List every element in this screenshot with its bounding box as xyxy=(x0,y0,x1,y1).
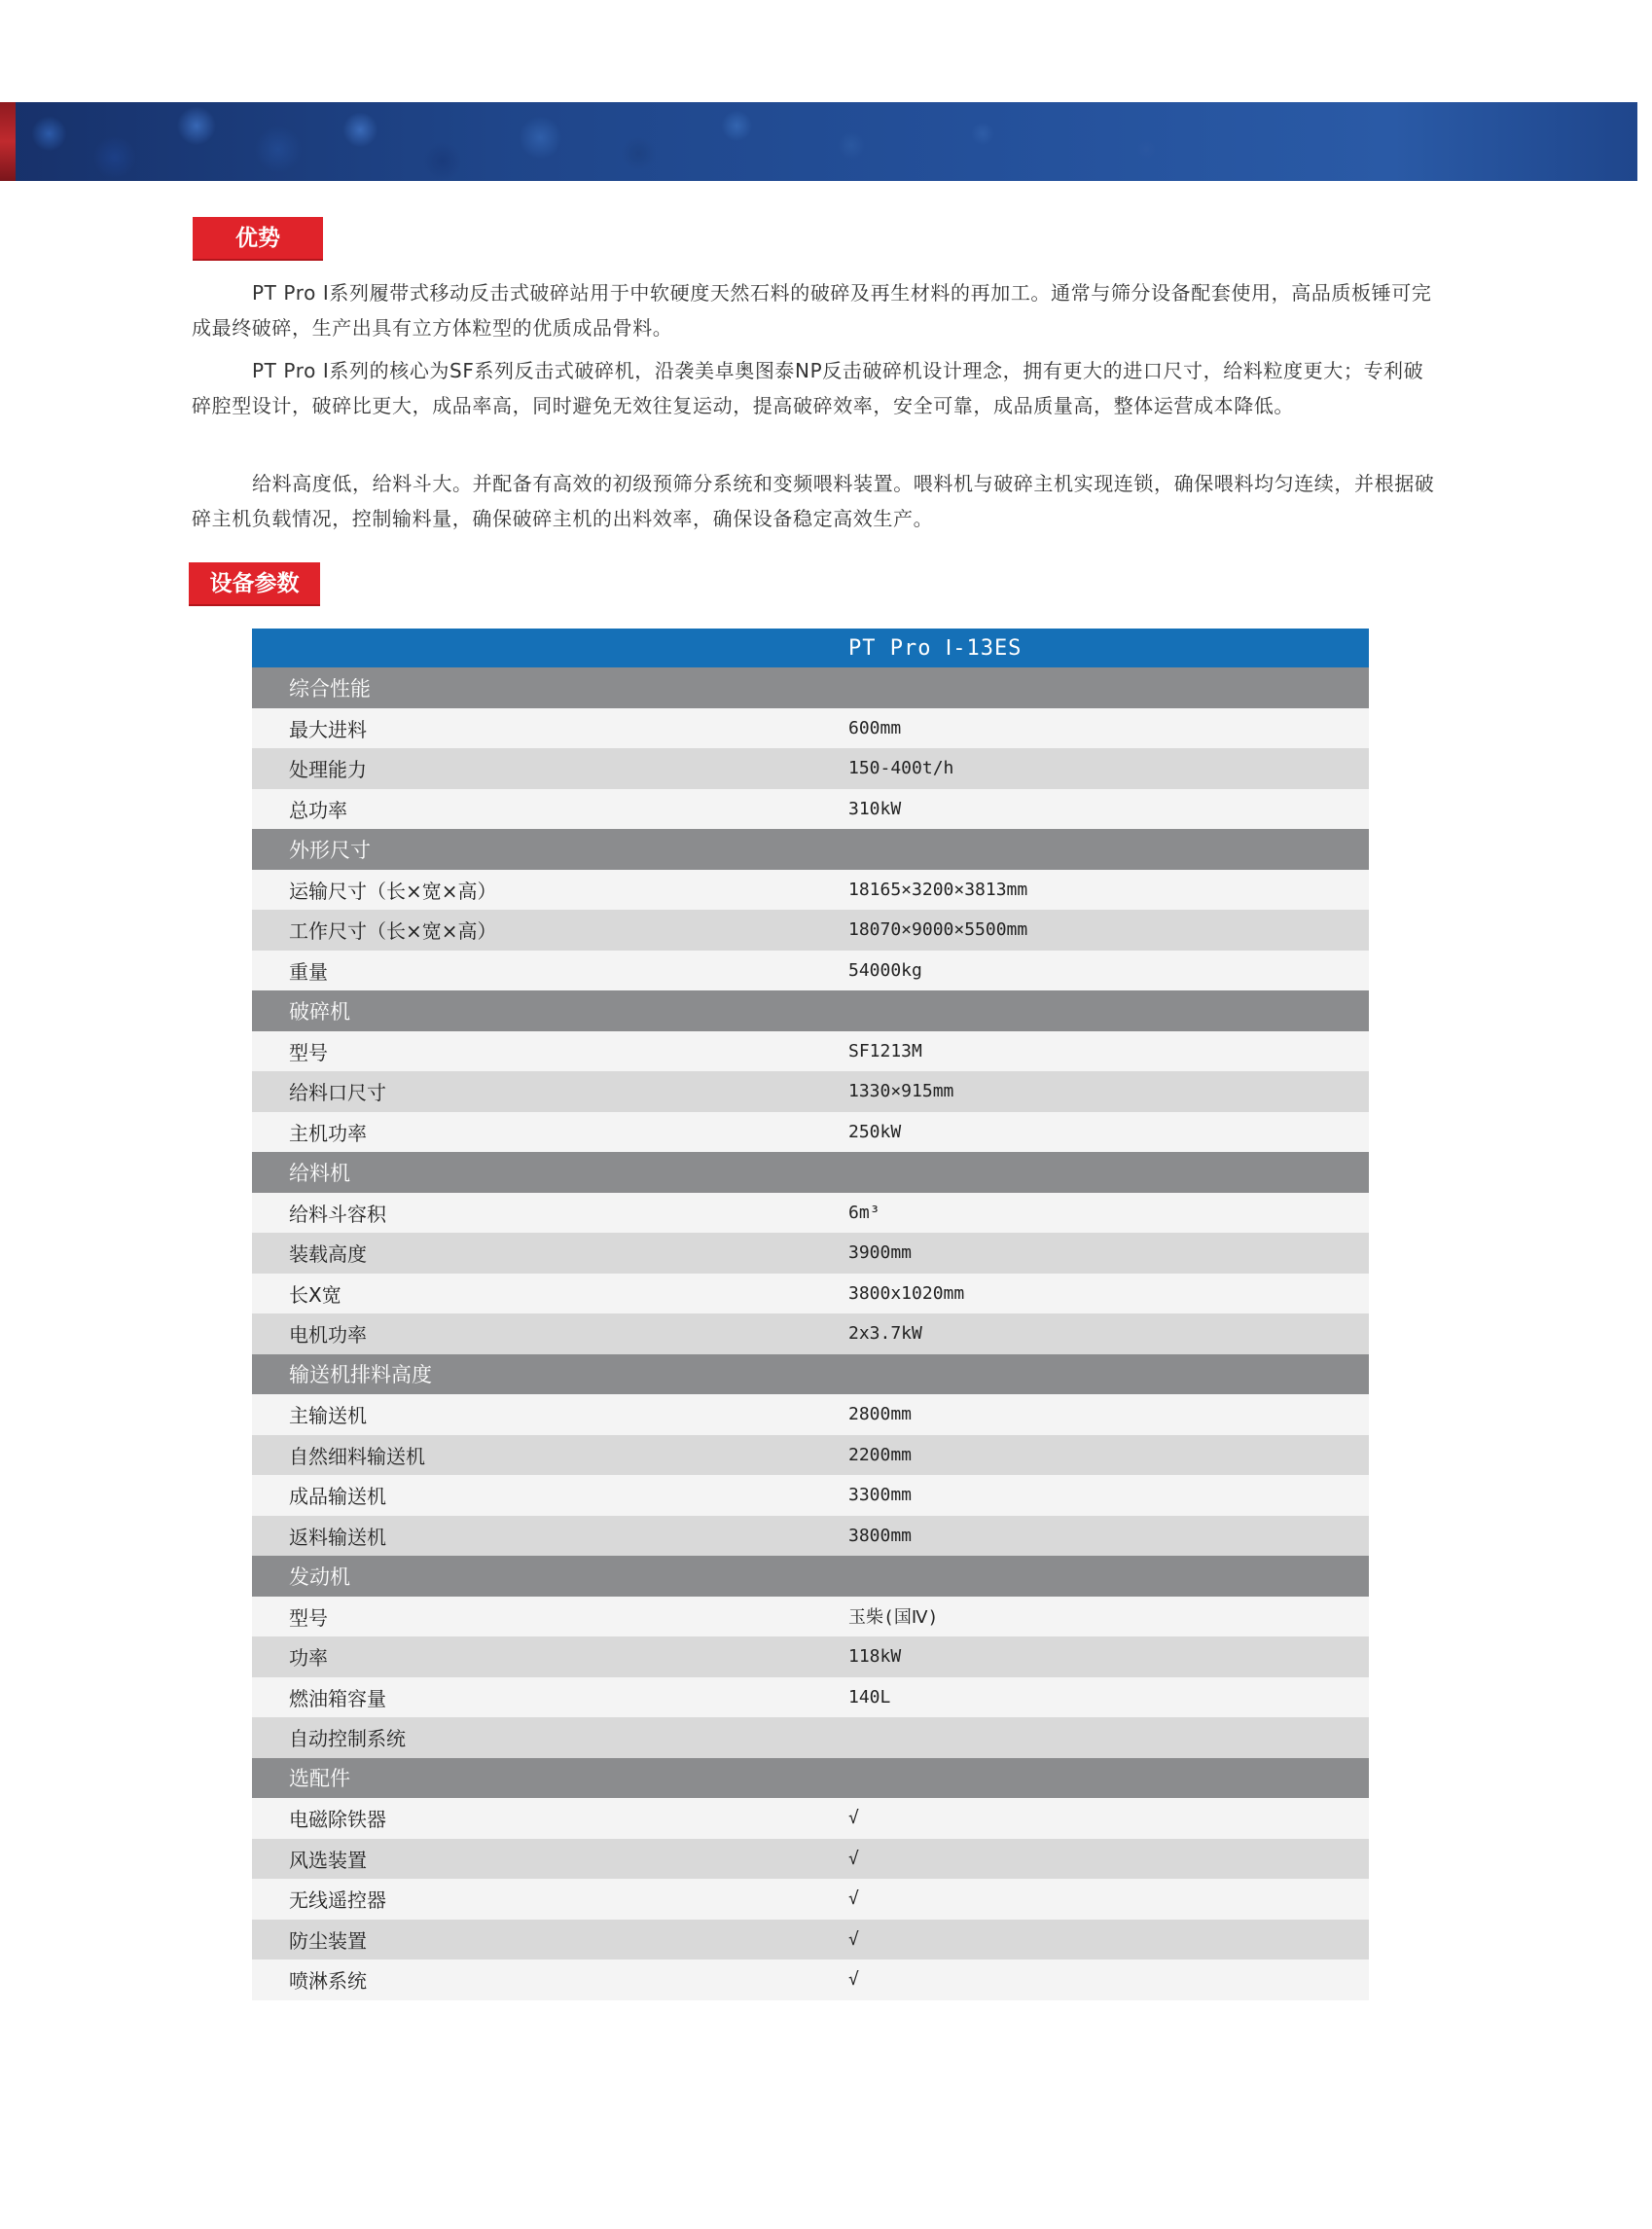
param-label-cell: 型号 xyxy=(252,1597,833,1637)
section-label-cell: 输送机排料高度 xyxy=(252,1354,833,1395)
section-label-cell: 外形尺寸 xyxy=(252,829,833,870)
paragraph-core: PT Pro Ⅰ系列的核心为SF系列反击式破碎机，沿袭美卓奥图泰NP反击破碎机设计理念，拥有更大的进口尺寸，给料粒度更大；专利破碎腔型设计，破碎比更大，成品率高，同时避免无效往复运动，提高破碎效率，安全可靠，成品质量高，整体运营成本降低。 xyxy=(192,359,1424,417)
spec-table xyxy=(252,629,1369,2000)
table-section-row xyxy=(252,1152,1369,1193)
param-value-cell xyxy=(833,1556,1369,1597)
section-label-cell: 给料机 xyxy=(252,1152,833,1193)
param-value-cell xyxy=(833,1717,1369,1758)
table-row xyxy=(252,1394,1369,1435)
param-value-cell: 3800x1020mm xyxy=(833,1274,1369,1314)
param-label-cell: 风选装置 xyxy=(252,1839,833,1880)
param-value-cell: 3800mm xyxy=(833,1516,1369,1557)
table-row xyxy=(252,1879,1369,1920)
param-value-cell: 140L xyxy=(833,1677,1369,1718)
param-value-cell xyxy=(833,829,1369,870)
param-value-cell: 6m³ xyxy=(833,1193,1369,1234)
param-label-cell: 主机功率 xyxy=(252,1112,833,1153)
section-label-cell: 综合性能 xyxy=(252,667,833,708)
table-row xyxy=(252,708,1369,749)
param-value-cell: 玉柴(国Ⅳ) xyxy=(833,1597,1369,1637)
table-row xyxy=(252,1959,1369,2000)
table-section-row xyxy=(252,990,1369,1031)
param-value-cell: 2200mm xyxy=(833,1435,1369,1476)
advantages-section-title: 优势 xyxy=(193,217,323,261)
param-value-cell xyxy=(833,1758,1369,1799)
param-label-cell: 处理能力 xyxy=(252,748,833,789)
param-value-cell: √ xyxy=(833,1879,1369,1920)
param-label-cell: 防尘装置 xyxy=(252,1920,833,1960)
param-value-cell: 3300mm xyxy=(833,1475,1369,1516)
paragraph-feeding: 给料高度低，给料斗大。并配备有高效的初级预筛分系统和变频喂料装置。喂料机与破碎主机实现连锁，确保喂料均匀连续，并根据破碎主机负载情况，控制输料量，确保破碎主机的出料效率，确保设备稳定高效生产。 xyxy=(192,472,1435,530)
spec-table-body xyxy=(252,629,1369,2000)
param-value-cell xyxy=(833,990,1369,1031)
table-row xyxy=(252,1475,1369,1516)
table-section-row xyxy=(252,829,1369,870)
paragraph-intro: PT Pro Ⅰ系列履带式移动反击式破碎站用于中软硬度天然石料的破碎及再生材料的再加工。通常与筛分设备配套使用，高品质板锤可完成最终破碎，生产出具有立方体粒型的优质成品骨料。 xyxy=(192,281,1432,340)
param-label-cell: 自动控制系统 xyxy=(252,1717,833,1758)
table-row xyxy=(252,1233,1369,1274)
param-label-cell: 无线遥控器 xyxy=(252,1879,833,1920)
param-value-cell: √ xyxy=(833,1798,1369,1839)
table-row xyxy=(252,1839,1369,1880)
table-row xyxy=(252,1193,1369,1234)
table-section-row xyxy=(252,1758,1369,1799)
param-value-cell: 18070×9000×5500mm xyxy=(833,910,1369,951)
param-value-cell: 310kW xyxy=(833,789,1369,830)
param-value-cell: 2800mm xyxy=(833,1394,1369,1435)
param-value-cell xyxy=(833,667,1369,708)
param-label-cell: 装载高度 xyxy=(252,1233,833,1274)
table-row xyxy=(252,1597,1369,1637)
param-label-cell: 喷淋系统 xyxy=(252,1959,833,2000)
param-label-cell: 电机功率 xyxy=(252,1313,833,1354)
param-value-cell: 250kW xyxy=(833,1112,1369,1153)
table-row xyxy=(252,951,1369,991)
param-label-cell: 工作尺寸（长×宽×高） xyxy=(252,910,833,951)
table-row xyxy=(252,1112,1369,1153)
banner-red-edge xyxy=(0,102,16,181)
table-row xyxy=(252,1313,1369,1354)
table-header-row xyxy=(252,629,1369,667)
header-blank-cell xyxy=(252,629,833,667)
section-label-cell: 选配件 xyxy=(252,1758,833,1799)
param-value-cell: 600mm xyxy=(833,708,1369,749)
table-row xyxy=(252,1274,1369,1314)
param-label-cell: 最大进料 xyxy=(252,708,833,749)
table-row xyxy=(252,1636,1369,1677)
param-label-cell: 自然细料输送机 xyxy=(252,1435,833,1476)
table-row xyxy=(252,1920,1369,1960)
param-label-cell: 成品输送机 xyxy=(252,1475,833,1516)
param-label-cell: 运输尺寸（长×宽×高） xyxy=(252,870,833,911)
table-row xyxy=(252,1677,1369,1718)
param-value-cell: 1330×915mm xyxy=(833,1071,1369,1112)
section-label-cell: 发动机 xyxy=(252,1556,833,1597)
table-row xyxy=(252,789,1369,830)
param-value-cell: SF1213M xyxy=(833,1031,1369,1072)
table-row xyxy=(252,1435,1369,1476)
param-label-cell: 长X宽 xyxy=(252,1274,833,1314)
section-label-cell: 破碎机 xyxy=(252,990,833,1031)
param-label-cell: 主输送机 xyxy=(252,1394,833,1435)
table-row xyxy=(252,1071,1369,1112)
param-label-cell: 型号 xyxy=(252,1031,833,1072)
param-label-cell: 返料输送机 xyxy=(252,1516,833,1557)
table-row xyxy=(252,1516,1369,1557)
param-value-cell: 150-400t/h xyxy=(833,748,1369,789)
table-row xyxy=(252,870,1369,911)
table-section-row xyxy=(252,1556,1369,1597)
param-label-cell: 电磁除铁器 xyxy=(252,1798,833,1839)
param-label-cell: 总功率 xyxy=(252,789,833,830)
param-value-cell: √ xyxy=(833,1959,1369,2000)
param-label-cell: 给料口尺寸 xyxy=(252,1071,833,1112)
param-value-cell: 18165×3200×3813mm xyxy=(833,870,1369,911)
param-label-cell: 功率 xyxy=(252,1636,833,1677)
table-row xyxy=(252,1031,1369,1072)
param-value-cell xyxy=(833,1152,1369,1193)
table-row xyxy=(252,748,1369,789)
model-name-cell: PT Pro Ⅰ-13ES xyxy=(833,629,1369,667)
param-value-cell: 54000kg xyxy=(833,951,1369,991)
params-section-title: 设备参数 xyxy=(189,562,320,606)
param-value-cell: 3900mm xyxy=(833,1233,1369,1274)
param-value-cell xyxy=(833,1354,1369,1395)
param-value-cell: √ xyxy=(833,1839,1369,1880)
table-row xyxy=(252,1717,1369,1758)
table-row xyxy=(252,910,1369,951)
param-value-cell: √ xyxy=(833,1920,1369,1960)
table-row xyxy=(252,1798,1369,1839)
table-section-row xyxy=(252,1354,1369,1395)
header-banner-image xyxy=(0,102,1637,181)
param-value-cell: 2x3.7kW xyxy=(833,1313,1369,1354)
param-label-cell: 给料斗容积 xyxy=(252,1193,833,1234)
param-value-cell: 118kW xyxy=(833,1636,1369,1677)
param-label-cell: 重量 xyxy=(252,951,833,991)
param-label-cell: 燃油箱容量 xyxy=(252,1677,833,1718)
table-section-row xyxy=(252,667,1369,708)
